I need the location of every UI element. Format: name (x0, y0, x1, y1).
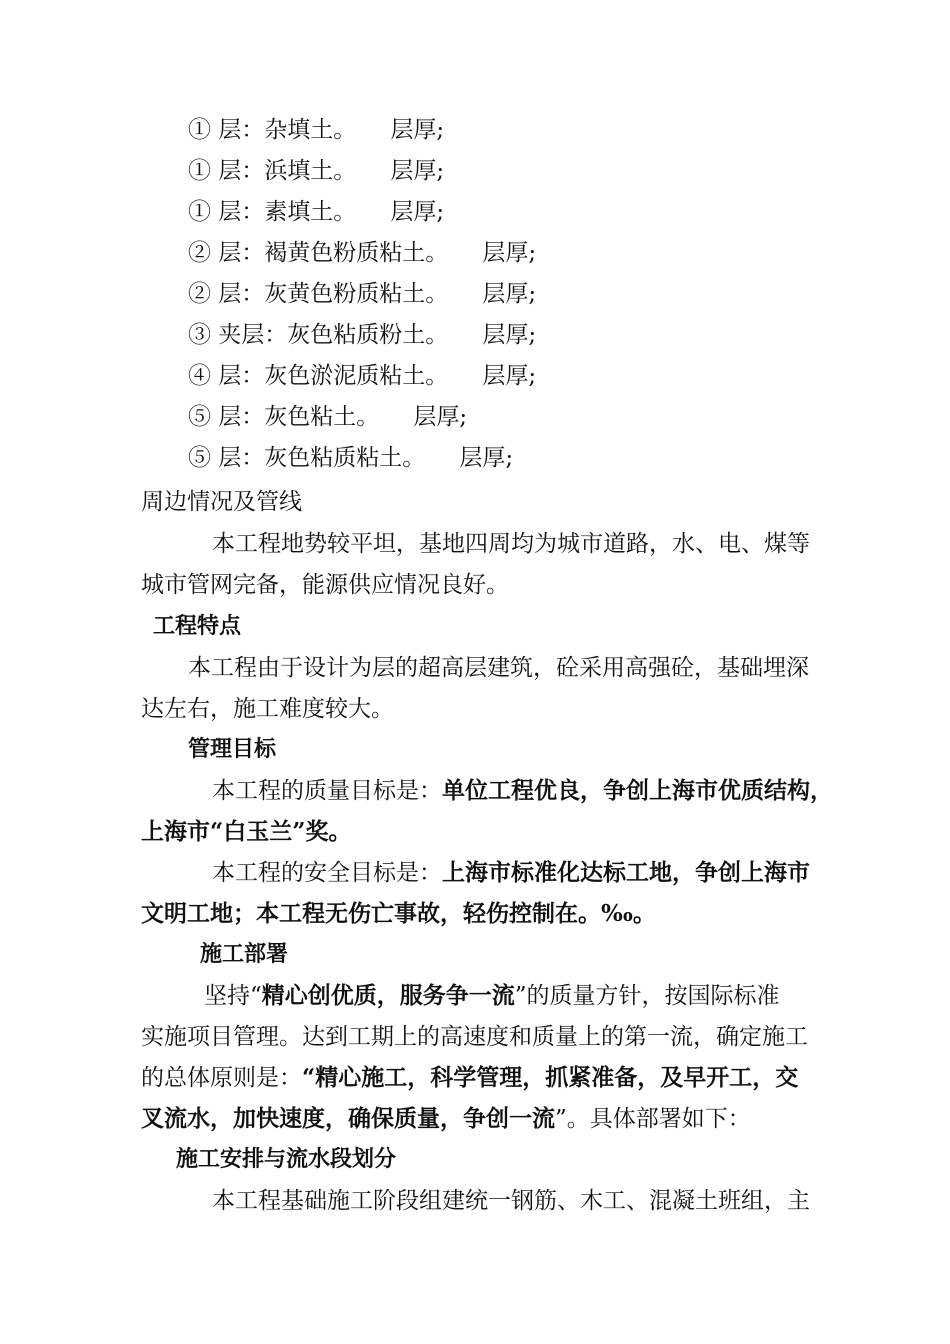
layer-thickness: 层厚; (482, 363, 537, 389)
section-heading-features: 工程特点 (153, 614, 242, 639)
layer-label: ② 层：褐黄色粉质粘土。 (188, 240, 449, 266)
layer-thickness: 层厚; (390, 199, 445, 225)
quality-target-value-cont: 上海市“白玉兰”奖。 (141, 818, 352, 845)
text-run: 坚持“ (204, 983, 262, 1009)
layer-thickness: 层厚; (482, 240, 537, 266)
layer-label: ① 层：素填土。 (188, 199, 357, 225)
layer-8 (188, 402, 467, 432)
layer-thickness: 层厚; (413, 404, 468, 430)
layer-label: ④ 层：灰色淤泥质粘土。 (188, 363, 449, 389)
layer-4 (188, 238, 536, 268)
section-heading-surroundings: 周边情况及管线 (141, 489, 302, 515)
quality-target-line (212, 776, 833, 806)
safety-target-value-cont: 文明工地；本工程无伤亡事故，轻伤控制在。‰。 (141, 900, 656, 927)
section-heading-arrangement: 施工安排与流水段划分 (176, 1147, 397, 1172)
layer-label: ⑤ 层：灰色粘土。 (188, 404, 380, 430)
layer-6 (188, 320, 536, 350)
general-principle-cont: 叉流水，加快速度，确保质量，争创一流 (141, 1105, 555, 1132)
paragraph-line: 实施项目管理。达到工期上的高速度和质量上的第一流，确定施工 (141, 1024, 808, 1050)
safety-target-prefix: 本工程的安全目标是： (212, 860, 442, 886)
layer-thickness: 层厚; (390, 158, 445, 184)
layer-label: ① 层：浜填土。 (188, 158, 357, 184)
paragraph-line (141, 1063, 798, 1093)
layer-3 (188, 197, 444, 227)
safety-target-value: 上海市标准化达标工地，争创上海市 (442, 859, 810, 886)
quality-policy: 精心创优质，服务争一流 (261, 982, 515, 1009)
layer-label: ② 层：灰黄色粉质粘土。 (188, 281, 449, 307)
layer-9 (188, 443, 513, 473)
paragraph-line: 达左右，施工难度较大。 (141, 696, 394, 722)
paragraph-line: 本工程地势较平坦，基地四周均为城市道路，水、电、煤等 (212, 531, 810, 557)
paragraph-line: 城市管网完备，能源供应情况良好。 (141, 572, 509, 598)
paragraph-line (204, 981, 780, 1011)
section-heading-deployment: 施工部署 (200, 942, 289, 967)
layer-label: ③ 夹层：灰色粘质粉土。 (188, 322, 449, 348)
layer-thickness: 层厚; (459, 445, 514, 471)
general-principle: “精心施工，科学管理，抓紧准备，及早开工，交 (302, 1064, 799, 1091)
layer-thickness: 层厚; (482, 322, 537, 348)
layer-2 (188, 156, 444, 186)
paragraph-line: 本工程由于设计为层的超高层建筑，砼采用高强砼，基础埋深 (188, 655, 809, 681)
text-run: 的总体原则是： (141, 1065, 302, 1091)
layer-7 (188, 361, 536, 391)
layer-thickness: 层厚; (390, 117, 445, 143)
layer-5 (188, 279, 536, 309)
safety-target-line (212, 858, 810, 888)
layer-thickness: 层厚; (482, 281, 537, 307)
section-heading-targets: 管理目标 (188, 737, 277, 762)
paragraph-line (141, 1104, 751, 1134)
quality-target-value: 单位工程优良，争创上海市优质结构， (442, 777, 833, 804)
text-run: ”的质量方针，按国际标准 (514, 983, 780, 1009)
layer-1 (188, 115, 444, 145)
layer-label: ① 层：杂填土。 (188, 117, 357, 143)
text-run: ”。具体部署如下： (555, 1106, 751, 1132)
paragraph-line: 本工程基础施工阶段组建统一钢筋、木工、混凝土班组，主 (212, 1188, 810, 1214)
quality-target-prefix: 本工程的质量目标是： (212, 778, 442, 804)
layer-label: ⑤ 层：灰色粘质粘土。 (188, 445, 426, 471)
